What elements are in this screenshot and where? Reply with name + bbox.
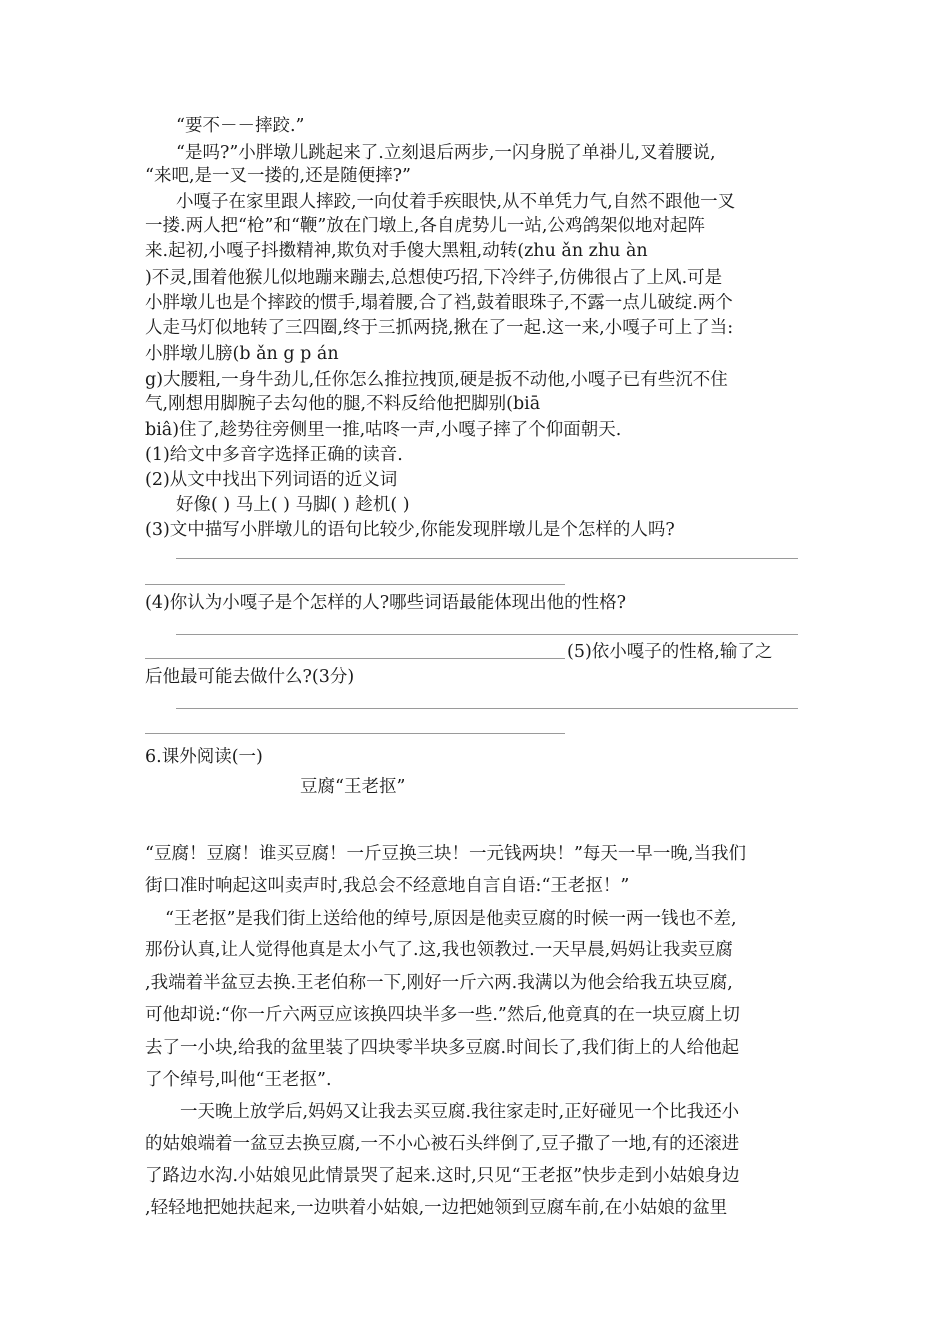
passage-line: 一搂.两人把“枪”和“鞭”放在门墩上,各自虎势儿一站,公鸡鸽架似地对起阵 xyxy=(145,216,705,236)
article-line: 街口准时响起这叫卖声时,我总会不经意地自言自语:“王老抠！” xyxy=(145,876,630,896)
question-4: (4)你认为小嘎子是个怎样的人?哪些词语最能体现出他的性格? xyxy=(145,593,627,613)
question-3: (3)文中描写小胖墩儿的语句比较少,你能发现胖墩儿是个怎样的人吗? xyxy=(145,520,675,540)
article-line: “王老抠”是我们街上送给他的绰号,原因是他卖豆腐的时候一两一钱也不差, xyxy=(165,909,737,929)
passage-line: “要不－－摔跤.” xyxy=(176,116,305,136)
passage-line: )不灵,围着他猴儿似地蹦来蹦去,总想使巧招,下冷绊子,仿佛很占了上风.可是 xyxy=(145,268,723,288)
article-line: 可他却说:“你一斤六两豆应该换四块半多一些.”然后,他竟真的在一块豆腐上切 xyxy=(145,1005,740,1025)
article-line: 的姑娘端着一盆豆去换豆腐,一不小心被石头绊倒了,豆子撒了一地,有的还滚进 xyxy=(145,1134,740,1154)
answer-line[interactable] xyxy=(176,634,798,635)
passage-line: “是吗?”小胖墩儿跳起来了.立刻退后两步,一闪身脱了单褂儿,叉着腰说, xyxy=(176,143,716,163)
passage-line: 小胖墩儿也是个摔跤的惯手,塌着腰,合了裆,鼓着眼珠子,不露一点儿破绽.两个 xyxy=(145,293,733,313)
passage-line: 小嘎子在家里跟人摔跤,一向仗着手疾眼快,从不单凭力气,自然不跟他一叉 xyxy=(176,192,736,212)
answer-line[interactable] xyxy=(145,733,565,734)
article-title: 豆腐“王老抠” xyxy=(300,777,406,797)
passage-line: biâ)住了,趁势往旁侧里一推,咕咚一声,小嘎子摔了个仰面朝天. xyxy=(145,420,622,440)
article-line: 了路边水沟.小姑娘见此情景哭了起来.这时,只见“王老抠”快步走到小姑娘身边 xyxy=(145,1166,740,1186)
passage-line: 小胖墩儿膀(b ǎn g p án xyxy=(145,344,339,364)
passage-line: 气,刚想用脚腕子去勾他的腿,不料反给他把脚别(biā xyxy=(145,394,541,414)
article-line: ,轻轻地把她扶起来,一边哄着小姑娘,一边把她领到豆腐车前,在小姑娘的盆里 xyxy=(145,1198,728,1218)
question-1: (1)给文中多音字选择正确的读音. xyxy=(145,445,403,465)
article-line: 那份认真,让人觉得他真是太小气了.这,我也领教过.一天早晨,妈妈让我卖豆腐 xyxy=(145,940,733,960)
article-line: 一天晚上放学后,妈妈又让我去买豆腐.我往家走时,正好碰见一个比我还小 xyxy=(180,1102,740,1122)
passage-line: 人走马灯似地转了三四圈,终于三抓两挠,揪在了一起.这一来,小嘎子可上了当: xyxy=(145,318,734,338)
article-line: “豆腐！豆腐！谁买豆腐！一斤豆换三块！一元钱两块！”每天一早一晚,当我们 xyxy=(145,844,746,864)
article-line: 去了一小块,给我的盆里装了四块零半块多豆腐.时间长了,我们街上的人给他起 xyxy=(145,1038,740,1058)
answer-line[interactable] xyxy=(145,584,565,585)
passage-line: 来.起初,小嘎子抖擞精神,欺负对手傻大黑粗,动转(zhu ǎn zhu àn xyxy=(145,241,648,261)
answer-line[interactable] xyxy=(176,558,798,559)
question-2: (2)从文中找出下列词语的近义词 xyxy=(145,470,398,490)
question-5-cont: 后他最可能去做什么?(3分) xyxy=(145,667,355,687)
section-heading: 6.课外阅读(一) xyxy=(145,747,263,767)
passage-line: “来吧,是一叉一搂的,还是随便摔?” xyxy=(145,166,411,186)
passage-line: g)大腰粗,一身牛劲儿,任你怎么推拉拽顶,硬是扳不动他,小嘎子已有些沉不住 xyxy=(145,370,728,390)
article-line: 了个绰号,叫他“王老抠”. xyxy=(145,1070,332,1090)
answer-line[interactable] xyxy=(176,708,798,709)
article-line: ,我端着半盆豆去换.王老伯称一下,刚好一斤六两.我满以为他会给我五块豆腐, xyxy=(145,973,733,993)
question-5: (5)依小嘎子的性格,输了之 xyxy=(567,642,773,662)
answer-line[interactable] xyxy=(145,658,565,659)
question-2-words: 好像( ) 马上( ) 马脚( ) 趁机( ) xyxy=(176,495,410,515)
